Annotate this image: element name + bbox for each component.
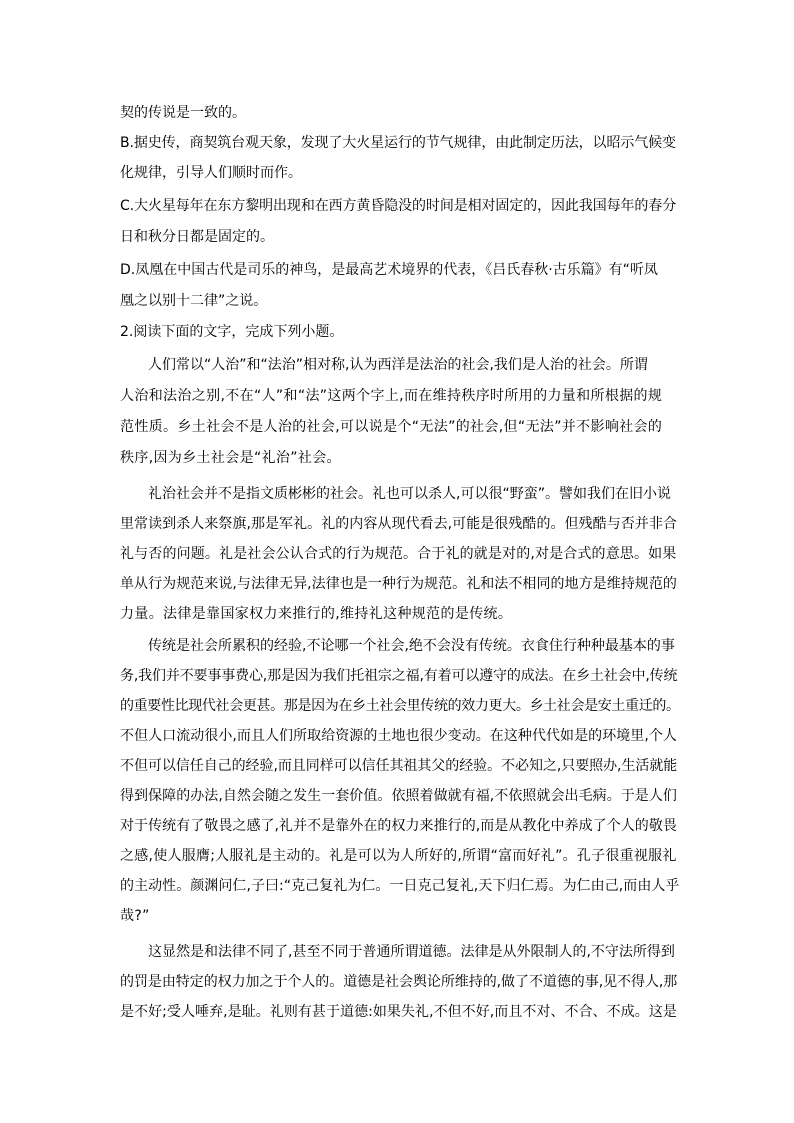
option-c-line2: 日和秋分日都是固定的。 (120, 229, 274, 245)
option-b-line1: B.据史传，商契筑台观天象，发现了大火星运行的节气规律，由此制定历法，以昭示气候变 (120, 135, 676, 151)
option-c-line1: C.大火星每年在东方黎明出现和在西方黄昏隐没的时间是相对固定的，因此我国每年的春分 (120, 198, 677, 214)
passage-p3-line: 务,我们并不要事事费心,那是因为我们托祖宗之福,有着可以遵守的成法。在乡土社会中,传统 (120, 668, 678, 684)
question-2-prompt: 2.阅读下面的文字，完成下列小题。 (120, 324, 344, 340)
passage-p3-line: 之感,使人服膺;人服礼是主动的。礼是可以为人所好的,所谓“富而好礼”。孔子很重视服礼 (120, 848, 677, 864)
passage-p3-line: 传统是社会所累积的经验,不论哪一个社会,绝不会没有传统。衣食住行种种最基本的事 (148, 638, 675, 654)
passage-p3-line: 不但可以信任自己的经验,而且同样可以信任其祖其父的经验。不必知之,只要照办,生活就能 (120, 758, 678, 774)
option-b-line2: 化规律，引导人们顺时而作。 (120, 165, 302, 181)
passage-p2-line: 礼与否的问题。礼是社会公认合式的行为规范。合于礼的就是对的,对是合式的意思。如果 (120, 546, 677, 562)
passage-p3-line: 对于传统有了敬畏之感了,礼并不是靠外在的权力来推行的,而是从教化中养成了个人的敬畏 (120, 818, 677, 834)
passage-p4-line: 的罚是由特定的权力加之于个人的。道德是社会舆论所维持的,做了不道德的事,见不得人,那 (120, 974, 678, 990)
passage-p3-line: 的重要性比现代社会更甚。那是因为在乡土社会里传统的效力更大。乡土社会是安土重迁的。 (120, 698, 680, 714)
passage-p3-line: 的主动性。颜渊问仁,子曰:“克己复礼为仁。一日克己复礼,天下归仁焉。为仁由己,而由人乎 (120, 878, 680, 894)
passage-p1-line: 人们常以“人治”和“法治”相对称,认为西洋是法治的社会,我们是人治的社会。所谓 (148, 357, 648, 373)
option-a-tail: 契的传说是一致的。 (120, 105, 246, 121)
passage-p2-line: 力量。法律是靠国家权力来推行的,维持礼这种规范的是传统。 (120, 606, 513, 622)
passage-p4-line: 是不好;受人唾弃,是耻。礼则有甚于道德:如果失礼,不但不好,而且不对、不合、不成。这是 (120, 1004, 677, 1020)
passage-p3-line: 不但人口流动很小,而且人们所取给资源的土地也很少变动。在这种代代如是的环境里,个人 (120, 728, 677, 744)
passage-p3-line: 哉?” (120, 908, 150, 924)
passage-p4-line: 这显然是和法律不同了,甚至不同于普通所谓道德。法律是从外限制人的,不守法所得到 (148, 944, 675, 960)
passage-p2-line: 礼治社会并不是指文质彬彬的社会。礼也可以杀人,可以很“野蛮”。譬如我们在旧小说 (148, 486, 671, 502)
passage-p2-line: 单从行为规范来说,与法律无异,法律也是一种行为规范。礼和法不相同的地方是维持规范的 (120, 576, 677, 592)
passage-p1-line: 范性质。乡土社会不是人治的社会,可以说是个“无法”的社会,但“无法”并不影响社会的 (120, 419, 663, 435)
passage-p3-line: 得到保障的办法,自然会随之发生一套价值。依照着做就有福,不依照就会出毛病。于是人们 (120, 788, 677, 804)
passage-p2-line: 里常读到杀人来祭旗,那是军礼。礼的内容从现代看去,可能是很残酷的。但残酷与否并非合 (120, 516, 677, 532)
option-d-line2: 凰之以别十二律”之说。 (120, 293, 268, 309)
passage-p1-line: 秩序,因为乡土社会是“礼治”社会。 (120, 450, 341, 466)
option-d-line1: D.凤凰在中国古代是司乐的神鸟，是最高艺术境界的代表，《吕氏春秋·古乐篇》有“听凤 (120, 262, 658, 278)
passage-p1-line: 人治和法治之别,不在“人”和“法”这两个字上,而在维持秩序时所用的力量和所根据的规 (120, 388, 663, 404)
